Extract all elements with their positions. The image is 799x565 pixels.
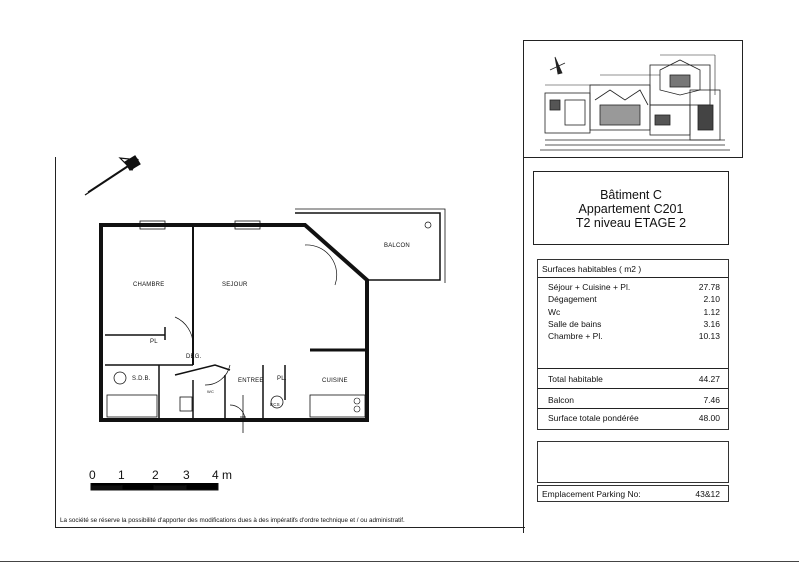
table-row — [548, 307, 720, 317]
room-label-wc: WC — [207, 389, 215, 394]
row-value: 27.78 — [698, 282, 720, 292]
empty-box — [537, 441, 729, 483]
scale-tick-3: 3 — [183, 468, 190, 482]
top-right-divider — [742, 40, 743, 158]
total-habitable-row — [548, 374, 720, 384]
balcon-row — [548, 395, 720, 405]
title-level: T2 niveau ETAGE 2 — [575, 216, 687, 230]
row-value: 2.10 — [703, 294, 720, 304]
row-label: Salle de bains — [548, 319, 602, 329]
footer-disclaimer: La société se réserve la possibilité d'apporter des modifications dues à des impératifs d'ordre technique et / ou administratif. — [60, 517, 405, 524]
surfaces-table — [537, 259, 729, 430]
room-label-ecs: ECS — [270, 402, 280, 407]
room-label-balcon: BALCON — [384, 243, 410, 249]
scale-tick-1: 1 — [118, 468, 125, 482]
table-row — [548, 319, 720, 329]
row-value: 44.27 — [698, 374, 720, 384]
surfaces-header: Surfaces habitables ( m2 ) — [542, 264, 642, 274]
room-label-entree: ENTREE — [238, 378, 264, 384]
row-label: Wc — [548, 307, 561, 317]
scale-tick-0: 0 — [89, 468, 96, 482]
scale-tick-2: 2 — [152, 468, 159, 482]
row-label: Dégagement — [548, 294, 597, 304]
table-row — [548, 282, 720, 292]
room-label-pl: PL — [150, 339, 158, 345]
room-label-sejour: SEJOUR — [222, 282, 248, 288]
row-label: Surface totale pondérée — [548, 413, 639, 423]
room-label-sdb: S.D.B. — [132, 376, 151, 382]
top-strip-left — [523, 40, 524, 158]
row-label: Chambre + Pl. — [548, 331, 603, 341]
row-value: 7.46 — [703, 395, 720, 405]
floor-plan — [95, 205, 460, 435]
room-label-deg: DÉG. — [186, 354, 202, 360]
parking-label: Emplacement Parking No: — [542, 488, 641, 499]
row-label: Total habitable — [548, 374, 603, 384]
top-strip-rule — [523, 40, 743, 41]
row-label: Séjour + Cuisine + Pl. — [548, 282, 631, 292]
north-arrow-icon — [80, 150, 150, 200]
title-box — [533, 171, 729, 245]
page-bottom-rule — [0, 561, 799, 562]
row-value: 1.12 — [703, 307, 720, 317]
surface-ponderee-row — [548, 413, 720, 423]
table-row — [548, 331, 720, 341]
row-value: 48.00 — [698, 413, 720, 423]
title-apartment: Appartement C201 — [578, 202, 684, 216]
parking-box — [537, 485, 729, 502]
room-label-pl-entree: PL. — [277, 376, 287, 382]
site-plan-thumbnail — [540, 45, 735, 155]
row-value: 10.13 — [698, 331, 720, 341]
total-rule — [538, 368, 728, 369]
top-right-rule — [523, 157, 743, 158]
title-building: Bâtiment C — [600, 188, 662, 202]
left-margin-line — [55, 157, 56, 527]
right-margin-line — [523, 158, 524, 533]
row-label: Balcon — [548, 395, 574, 405]
room-label-chambre: CHAMBRE — [133, 282, 165, 288]
row-value: 3.16 — [703, 319, 720, 329]
scale-bar — [90, 482, 220, 492]
table-row — [548, 294, 720, 304]
surfaces-header-rule — [538, 277, 728, 278]
total-rule-2 — [538, 388, 728, 389]
scale-tick-4: 4 m — [212, 468, 233, 482]
room-label-cuisine: CUISINE — [322, 378, 348, 384]
parking-value: 43&12 — [695, 488, 720, 499]
ponderee-rule — [538, 408, 728, 409]
bottom-rule — [55, 527, 525, 528]
